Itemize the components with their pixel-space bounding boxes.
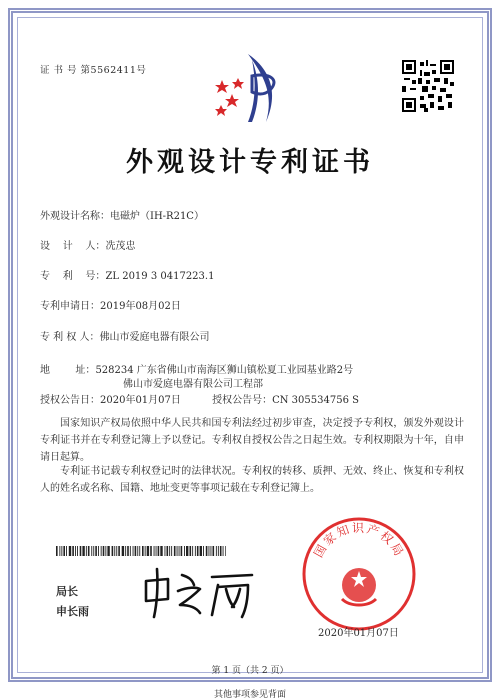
- footer-note: 其他事项参见背面: [213, 690, 286, 700]
- filing-date-value: 2019年08月02日: [100, 301, 181, 312]
- grant-row: [40, 391, 359, 406]
- cnipa-logo-icon: [208, 50, 294, 126]
- filing-date-label: 专利申请日：: [40, 301, 100, 312]
- patentee-row: [40, 328, 210, 343]
- leader-name: 申长雨: [56, 605, 89, 618]
- designer-value: 冼茂忠: [105, 241, 136, 252]
- patentee-value: 佛山市爱庭电器有限公司: [99, 332, 210, 343]
- address-line2: 佛山市爱庭电器有限公司工程部: [123, 379, 263, 390]
- patent-number-label: 专 利 号：: [40, 271, 106, 282]
- svg-text:国家知识产权局: [311, 521, 407, 560]
- filing-date-row: [40, 297, 181, 312]
- grant-number-label: 授权公告号：: [212, 395, 273, 406]
- grant-date-label: 授权公告日：: [40, 395, 100, 406]
- leader-title: 局长: [56, 585, 78, 598]
- seal-date: 2020年01月07日: [318, 628, 399, 639]
- address-row: [40, 361, 353, 376]
- address-line1: 528234 广东省佛山市南海区狮山镇松夏工业园基业路2号: [95, 365, 354, 376]
- official-seal-icon: [300, 515, 418, 633]
- certificate-title: 外观设计专利证书: [126, 147, 374, 178]
- patent-number-row: [40, 267, 214, 282]
- designer-label: 设 计 人：: [40, 241, 106, 252]
- certificate-number: 证 书 号 第5562411号: [40, 65, 147, 76]
- grant-number-value: CN 305534756 S: [272, 395, 359, 406]
- design-name-row: [40, 207, 204, 222]
- page-number: 第 1 页（共 2 页）: [211, 666, 289, 676]
- design-name-label: 外观设计名称：: [40, 211, 110, 222]
- signature-image: [138, 565, 258, 620]
- legal-status-paragraph: 专利证书记载专利权登记时的法律状况。专利权的转移、质押、无效、终止、恢复和专利权人的姓名或名称、国籍、地址变更等事项记载在专利登记簿上。: [40, 466, 464, 494]
- grant-date-value: 2020年01月07日: [100, 395, 181, 406]
- qr-code-icon: [402, 60, 454, 112]
- address-label: 地 址：: [40, 365, 96, 376]
- grant-statement-paragraph: 国家知识产权局依照中华人民共和国专利法经过初步审查，决定授予专利权，颁发外观设计专利证书并在专利登记簿上予以登记。专利权自授权公告之日起生效。专利权期限为十年，自申请日起算。: [40, 418, 464, 463]
- designer-row: [40, 237, 135, 252]
- design-name-value: 电磁炉（IH-R21C）: [110, 211, 204, 222]
- patentee-label: 专 利 权 人：: [40, 332, 100, 343]
- seal-text: 国家知识产权局: [311, 521, 407, 560]
- patent-number-value: ZL 2019 3 0417223.1: [105, 271, 215, 282]
- barcode-icon: [56, 546, 226, 556]
